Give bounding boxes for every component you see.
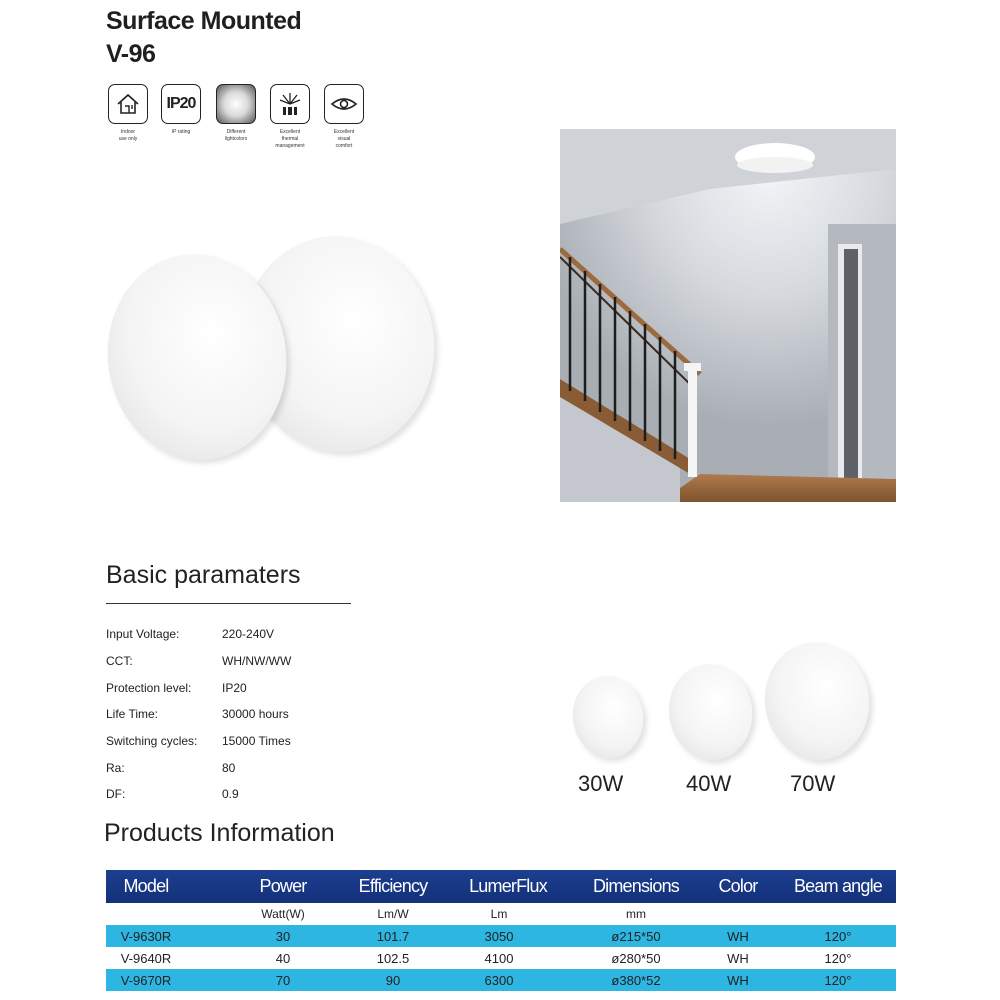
unit-power: Watt(W)	[261, 907, 305, 921]
cell-efficiency: 90	[385, 972, 401, 988]
unit-efficiency: Lm/W	[377, 907, 409, 921]
feature-label-line: visual	[337, 136, 351, 142]
cell-model: V-9670R	[120, 972, 172, 988]
cell-efficiency: 101.7	[376, 928, 410, 944]
products-information-heading: Products Information	[104, 819, 335, 847]
ip20-icon	[161, 84, 201, 124]
table-units-row	[106, 903, 896, 925]
cell-dimensions: ø280*50	[611, 950, 661, 966]
param-label: Switching cycles:	[106, 734, 198, 748]
feature-label-line: Different	[226, 129, 246, 135]
light-gradient-icon	[216, 84, 256, 124]
product-title: Surface Mounted	[106, 7, 302, 35]
column-header-color: Color	[718, 876, 758, 896]
indoor-house-icon	[108, 84, 148, 124]
product-model: V-96	[106, 40, 156, 68]
cell-model: V-9630R	[120, 928, 172, 944]
thermal-management-icon	[270, 84, 310, 124]
param-value: WH/NW/WW	[222, 654, 292, 668]
column-header-dimensions: Dimensions	[592, 876, 680, 896]
wattage-label-70w: 70W	[790, 771, 836, 796]
lamp-40w	[663, 659, 759, 766]
basic-parameters-heading: Basic paramaters	[106, 561, 301, 589]
feature-label-line: management	[275, 143, 305, 149]
feature-label-line: comfort	[335, 143, 353, 149]
lamp-70w	[757, 635, 876, 766]
param-label: Protection level:	[106, 681, 192, 695]
param-value: IP20	[222, 681, 247, 695]
cell-color: WH	[727, 972, 749, 988]
table-row	[106, 925, 896, 947]
cell-lumen-flux: 4100	[484, 950, 514, 966]
cell-beam-angle: 120°	[824, 928, 852, 944]
column-header-power: Power	[259, 876, 307, 896]
unit-dimensions: mm	[626, 907, 646, 921]
feature-ip-rating	[159, 84, 203, 136]
unit-lumen-flux: Lm	[490, 907, 508, 921]
lamp-30w	[568, 672, 649, 763]
param-value: 15000 Times	[222, 734, 291, 748]
param-value: 220-240V	[222, 627, 275, 641]
cell-lumen-flux: 3050	[484, 928, 514, 944]
param-value: 0.9	[222, 787, 239, 801]
cell-color: WH	[727, 928, 749, 944]
feature-label-line: IP rating	[171, 129, 191, 135]
param-label: Life Time:	[106, 707, 159, 721]
param-label: DF:	[106, 787, 126, 801]
cell-power: 70	[275, 972, 291, 988]
feature-label-line: Indoor	[120, 129, 136, 135]
cell-beam-angle: 120°	[824, 972, 852, 988]
table-row	[106, 969, 896, 991]
cell-beam-angle: 120°	[824, 950, 852, 966]
column-header-lumen-flux: LumerFlux	[469, 876, 547, 896]
wattage-label-40w: 40W	[686, 771, 732, 796]
param-label: Input Voltage:	[106, 627, 180, 641]
column-header-model: Model	[123, 876, 169, 896]
table-row	[106, 947, 896, 969]
cell-power: 30	[275, 928, 291, 944]
param-value: 30000 hours	[222, 707, 289, 721]
cell-efficiency: 102.5	[376, 950, 410, 966]
param-label: Ra:	[106, 761, 125, 775]
feature-light-colors	[214, 84, 258, 143]
cell-lumen-flux: 6300	[484, 972, 514, 988]
ip20-icon-text: IP20	[166, 95, 196, 112]
products-table	[106, 870, 896, 991]
feature-label-line: Excellent	[279, 129, 301, 135]
cell-power: 40	[275, 950, 291, 966]
cell-dimensions: ø380*52	[611, 972, 661, 988]
wattage-label-30w: 30W	[578, 771, 624, 796]
installation-photo	[560, 129, 896, 502]
column-header-beam-angle: Beam angle	[793, 876, 883, 896]
feature-visual-comfort	[322, 84, 366, 150]
cell-model: V-9640R	[120, 950, 172, 966]
cell-dimensions: ø215*50	[611, 928, 661, 944]
feature-label-line: use only	[118, 136, 138, 142]
table-header	[106, 870, 896, 903]
feature-label-line: thermal	[281, 136, 299, 142]
column-header-efficiency: Efficiency	[358, 876, 428, 896]
feature-label-line: lightcolors	[224, 136, 248, 142]
param-value: 80	[222, 761, 236, 775]
cell-color: WH	[727, 950, 749, 966]
heading-underline	[106, 603, 351, 604]
feature-thermal	[268, 84, 312, 150]
feature-indoor	[106, 84, 150, 143]
feature-label-line: Excellent	[333, 129, 355, 135]
param-label: CCT:	[106, 654, 133, 668]
eye-icon	[324, 84, 364, 124]
